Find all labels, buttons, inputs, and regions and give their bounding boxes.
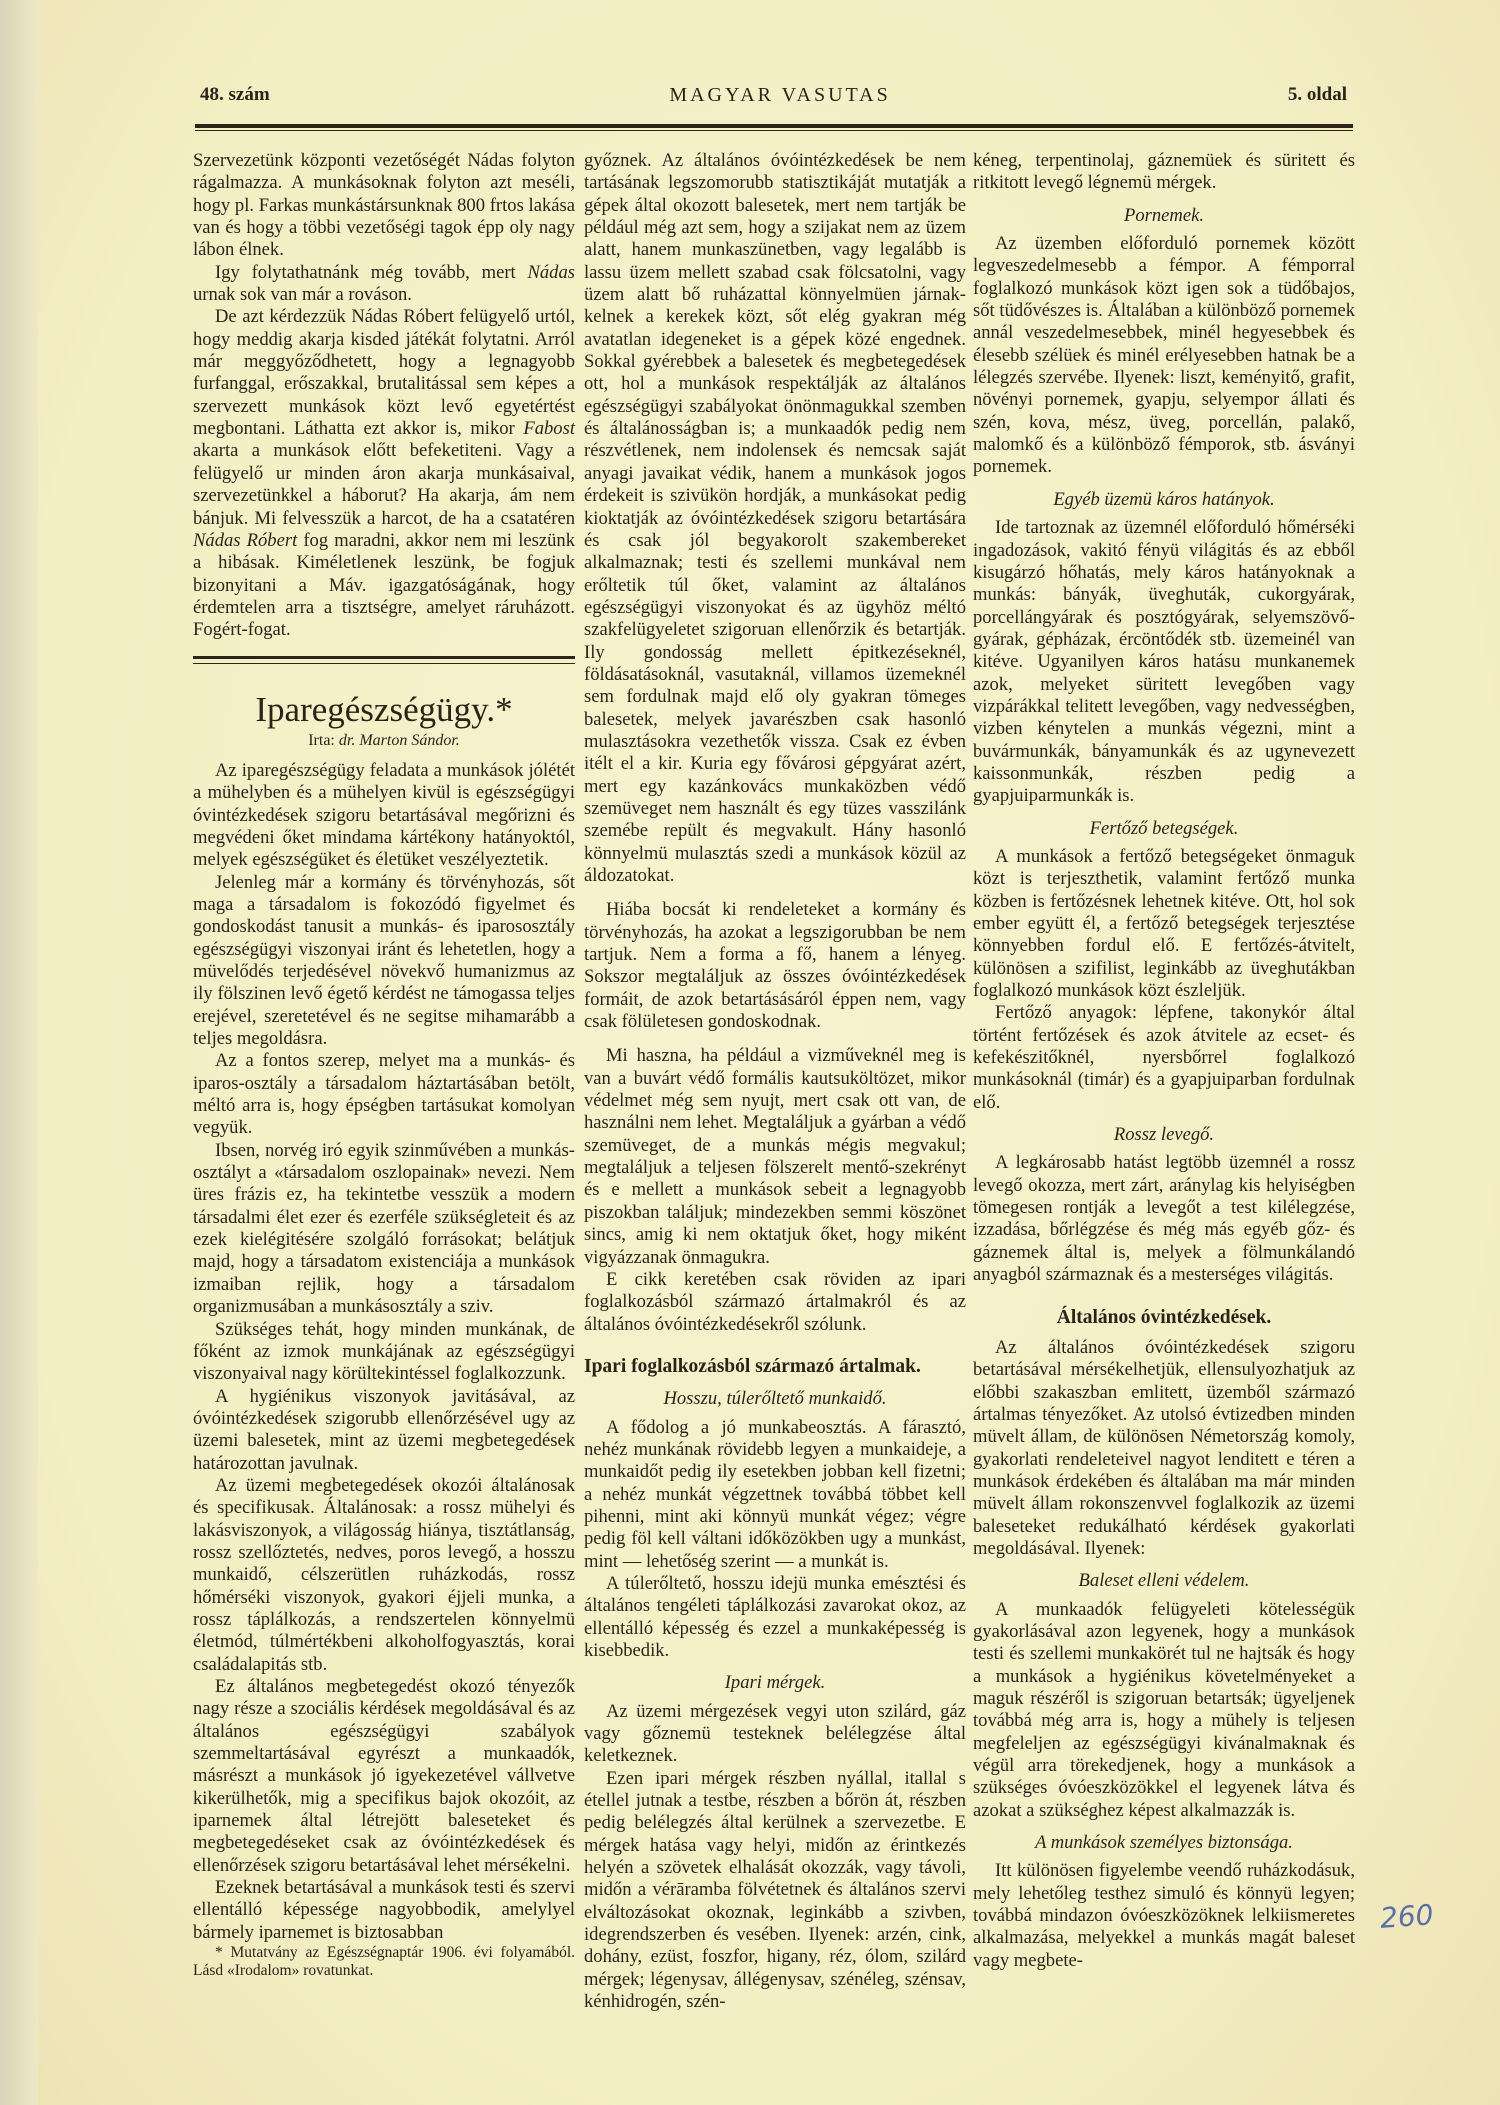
subsection-heading: Fertőző betegségek. — [1089, 817, 1239, 839]
paragraph — [193, 1319, 575, 1386]
text-run: akarta a munkások előtt befeketiteni. Vagy a felügyelő ur minden áron akarja munkásaival, szervezetünkkel a háborut? Ha akarja, ám nem bánjuk. Mi felvesszük a harcot, de ha a csatatéren — [193, 440, 575, 529]
paragraph — [973, 1599, 1355, 1822]
footnote: * Mutatvány az Egészségnaptár 1906. évi folyamából. Lásd «Irodalom» rovatunkat. — [193, 1944, 575, 1980]
byline-author: dr. Marton Sándor. — [338, 731, 460, 749]
text-run: E cikk keretében csak röviden az ipari foglalkozásból származó ártalmakról és az általános óvóintézkedésekről szólunk. — [584, 1268, 966, 1335]
text-run: Ibsen, norvég iró egyik szinművében a munkás-osztályt a «társadalom oszlopainak» nevezi. Nem üres frázis ez, ha tekintetbe vesszük a modern társadalmi élet ezer és ezerféle szükségleteit és az ezek kielégitésére szolgáló forrásokat; belátjuk majd, hogy a társadatom existenciája a munkások izmaiban rejlik, hogy a társadalom organizmusában a munkásosztály a sziv. — [193, 1139, 575, 1318]
article-divider — [193, 656, 575, 664]
text-run: A túlerőltető, hosszu idejü munka emésztési és általános tengéleti táplálkozási zavarokat okoz, az ellentálló képesség és ezzel a munkaképesség is kisebbedik. — [584, 1572, 966, 1661]
paragraph — [584, 1573, 966, 1662]
page-number: 5. oldal — [1287, 84, 1347, 105]
article-byline — [193, 730, 575, 752]
paragraph — [193, 1140, 575, 1319]
text-run: Hiába bocsát ki rendeleteket a kormány és törvényhozás, ha azokat a legszigorubban be nem tartjuk. Nem a forma a fő, hanem a lényeg. Sokszor megtaláljuk az összes óvóintézkedések formáit, de azok betartásásáról éppen nem, vagy csak fölületesen gondoskodnak. — [584, 899, 966, 1033]
text-run: Szükséges tehát, hogy minden munkának, de főként az izmok munkájának az egészségügyi viszonyaival nagy körültekintéssel foglalkozzunk. — [193, 1318, 575, 1385]
text-run: Az üzemben előforduló pornemek között legveszedelmesebb a fémpor. A fémporral foglalkozó munkások közt igen sok a tüdőbajos, sőt tüdővészes is. Általában a különböző pornemek annál veszedelmesebbek, minél hegyesebbek és élesebb szélüek és minél erélyesebben hatnak be a lélegzés szervébe. Ilyenek: liszt, keményitő, grafit, növényi pornemek, gyapju, selyempor állati és szén, kova, mész, üveg, porcellán, palakő, malomkő és a különböző fémporok, stb. ásványi pornemek. — [973, 233, 1355, 478]
header-rule — [195, 124, 1353, 128]
paragraph — [193, 1050, 575, 1139]
text-run: Ez általános megbetegedést okozó tényezők nagy része a szociális kérdések megoldásával és az általános egészségügyi szabályok szemmeltartásával egyrészt a munkaadók, másrészt a munkások jó igyekezetével vállvetve kikerülhetők, mig a specifikus bajok okozóit, az iparnemek által létrejött baleseteket és megbetegedéseket csak az óvóintézkedések és ellenőrzések szigoru betartásával lehet mérsékelni. — [193, 1676, 575, 1876]
article-title: Iparegészségügy.* — [255, 689, 513, 729]
column-3 — [973, 150, 1355, 1972]
text-run: A munkaadók felügyeleti kötelességük gyakorlásával azon legyenek, hogy a munkások testi és szellemi munkakörét tul ne hajtsák és hogy a munkások a hygiénikus követelményeket a maguk részéről is szigoruan betartsák; ügyeljenek továbbá még arra is, hogy a mühely is teljesen megfeleljen az egészségügyi kivánalmaknak és végül arra törekedjenek, hogy a munkások a szükséges óvóeszközökkel el legyenek látva és azokat a szükséghez képest alkalmazzák is. — [973, 1598, 1355, 1821]
paragraph — [973, 150, 1355, 195]
paragraph — [973, 233, 1355, 479]
paragraph — [193, 872, 575, 1051]
text-run: Ezeknek betartásával a munkások testi és szervi ellentálló képessége nagyobbodik, amelylyel bármely iparnemet is biztosabban — [193, 1877, 575, 1943]
handwritten-page-note: 260 — [1378, 1898, 1435, 1935]
text-run: A fődolog a jó munkabeosztás. A fárasztó, nehéz munkának rövidebb legyen a munkaideje, a munkaidőt pedig ily esetekben jobban kell fizetni; a nehéz munkát végzettnek továbbá többet kell pihenni, mint aki könnyü munkát végez; végre pedig föl kell váltani időközökben ugy a munkást, mint — lehetőség szerint — a munkát is. — [584, 1416, 966, 1572]
paragraph — [973, 517, 1355, 807]
text-run: urnak sok van már a rováson. — [193, 284, 412, 306]
paragraph — [973, 1002, 1355, 1114]
text-run: Ezen ipari mérgek részben nyállal, itallal s étellel jutnak a testbe, részben a bőrön át, részben pedig belélegzés által kerülnek a szervezetbe. E mérgek hatása vagy helyi, midőn az érintkezés helyén a szövetek elhalását okozzák, vagy távoli, midőn a vérāramba fölvétetnek és általános szervi elváltozásokat okoznak, leginkább a szivben, idegrendszerben és vesében. Ilyenek: arzén, cink, dohány, ezüst, foszfor, higany, réz, ólom, szilárd mérgek; légenysav, állégenysav, szénéleg, szénsav, kénhidrogén, szén- — [584, 1767, 966, 2013]
text-run: Fertőző anyagok: lépfene, takonykór által történt fertőzések és azok átvitele az ecset- és kefekészitőknél, nyersbőrrel foglalkozó munkásoknál (timár) és a gyapjuiparban fordulnak elő. — [973, 1002, 1355, 1113]
italic-name: Nádas Róbert — [193, 529, 298, 551]
text-run: A munkások a fertőző betegségeket önmaguk közt is terjeszthetik, valamint fertőző munka közben is fertőzésnek lehetnek kitéve. Ott, hol sok ember együtt él, a fertőző betegségek terjesztése könnyebben fordul elő. E fertőzés-átvitelt, különösen a szifilist, leginkább az üveghutákban foglalkozó munkások közt észleljük. — [973, 845, 1355, 1002]
paragraph — [193, 1386, 575, 1475]
italic-name: Fabost — [523, 418, 575, 440]
text-run: Az iparegészségügy feladata a munkások jólétét a mühelyben és a mühelyen kivül is egészségügyi óvintézkedések szigoru betartásával megőrizni és megvédeni őket mindama kártékony hatányoktól, melyek egészségüket és életüket veszélyeztetik. — [193, 759, 575, 871]
text-run: A hygiénikus viszonyok javitásával, az óvóintézkedések szigorubb ellenőrzésével ugy az üzemi balesetek, mint az üzemi megbetegedések határozottan javulnak. — [193, 1385, 575, 1474]
text-run: kéneg, terpentinolaj, gáznemüek és süritett és ritkitott levegő légnemü mérgek. — [973, 150, 1355, 194]
column-1 — [193, 150, 575, 1980]
text-run: Az üzemi mérgezések vegyi uton szilárd, gáz vagy gőznemü testeknek belélegzése által keletkeznek. — [584, 1700, 966, 1767]
text-run: Az általános óvóintézkedések szigoru betartásával mérsékelhetjük, ellensulyozhatjuk az előbbi szakaszban emlitett, üzemből származó ártalmas tényezőket. Az utolsó évtizedben minden müvelt állam, de különösen Németország komoly, gyakorlati rendeleteivel nagyot lenditett e téren a munkások érdekében és általában ma már minden müvelt állam rokonszenvvel foglalkozik az üzemi baleseteket redukálható kérdések gyakorlati megoldásával. Ilyenek: — [973, 1336, 1355, 1559]
issue-number: 48. szám — [200, 84, 270, 105]
paragraph — [193, 1676, 575, 1877]
paragraph — [584, 1701, 966, 1768]
section-heading: Ipari foglalkozásból származó ártalmak. — [584, 1355, 921, 1377]
paragraph — [193, 262, 575, 307]
text-run: győznek. Az általános óvóintézkedések be nem tartásának legszomorubb statisztikáját mutatják a gépek által okozott balesetek, mert nem tartják be például még azt sem, hogy a szijakat nem az üzem alatt, hanem munkaszünetben, vagy legalább is lassu üzem mellett szabad csak fölcsatolni, vagy üzem alatt bő ruházattal könnyelmüen járnak-kelnek a kerekek közt, sőt elég gyakran még avatatlan idegeneket is a gépek közé engednek. Sokkal gyérebbek a balesetek és megbetegedések ott, hol a munkások respektálják az általános egészségügyi szabályokat önönmagukkal szemben és általánosságban is; a munkaadók pedig nem részvétlenek, nem indolensek és nemcsak saját anyagi javaikat védik, hanem a munkások jogos érdekeit is szivükön hordják, a munkásokat pedig kioktatják az óvóintézkedések szigoru betartására és csak jól begyakorolt szakembereket alkalmaznak; testi és szellemi munkával nem erőltetik túl őket, valamint az általános egészségügyi viszonyokat és az ügyhöz méltó szakfelügyeletet szigoruan ellenőrzik és betartják. Ily gondosság mellett épitkezéseknél, földásatásoknál, vasutaknál, villamos üzemeknél sem fordulnak majd elő oly gyakran tömeges balesetek, melyek javarészben csak hasonló mulasztásokra vezethetők vissza. Csak ez évben itélt el a kir. Kuria egy fővárosi gépgyárat azért, mert egy kazánkovács munkaközben védő szemüveget nem használt és egy tüzes vasszilánk szemébe repült és megvakult. Hány hasonló könnyelmü mulasztás szedi a munkások közül az áldozatokat. — [584, 150, 966, 886]
paragraph — [584, 150, 966, 887]
text-run: A legkárosabb hatást legtöbb üzemnél a rossz levegő okozza, mert zárt, aránylag kis helyiségben tömegesen rontják a levegőt a test kilélegzése, izzadása, bőrlégzése és még más egyéb gőz- és gáznemek által is, melyek a fölmunkálandó anyagból származnak és a mesterséges világitás. — [973, 1152, 1355, 1286]
paragraph — [193, 760, 575, 872]
text-run: Igy folytathatnánk még tovább, mert — [215, 261, 528, 283]
header-rule-thin — [195, 130, 1353, 131]
paragraph — [584, 1417, 966, 1573]
paragraph — [193, 306, 575, 641]
paragraph — [973, 1152, 1355, 1286]
text-run: Mi haszna, ha például a vizműveknél meg is van a buvárt védő formális kautsuköltözet, mikor védelmet még sem nyujt, mert csak ott van, de használni nem lehet. Megtaláljuk a gyárban a védő szemüveget, de a munkás mégis megvakul; megtaláljuk a teljesen fölszerelt mentő-szekrényt és e mellett a munkások sebeit a legnagyobb piszokban találjuk; mindezekben semmi köszönet sincs, amig ki nem oktatjuk őket, hogy miként vigyázzanak önmagukra. — [584, 1045, 966, 1268]
text-run: Jelenleg már a kormány és törvényhozás, sőt maga a társadalom is fokozódó figyelmet és gondoskodást tanusit a munkás- és iparososztály egészségügyi viszonyai iránt és lehetetlen, hogy a müvelődés terjedésével növekvő humanizmus az ily fölszinen levő égető kérdést ne támogassa teljes erejével, szeretetével és ne segitse mihamarább a teljes megoldásra. — [193, 871, 575, 1050]
paragraph — [193, 1877, 575, 1944]
byline-label: Irta: — [308, 731, 339, 749]
paragraph — [193, 150, 575, 262]
text-run: Az üzemi megbetegedések okozói általánosak és specifikusak. Általánosak: a rossz mühelyi és lakásviszonyok, a világosság hiánya, tisztátlanság, rossz szellőztetés, nedves, poros levegő, a hosszu munkaidő, célszerütlen ruházkodás, rossz hőmérséki viszonyok, gyakori éjjeli munka, a rossz táplálkozás, a rendszertelen könnyelmü életmód, túlmértékbeni alkoholfogyasztás, korai családalapitás stb. — [193, 1474, 575, 1675]
paragraph — [584, 1045, 966, 1268]
text-run: Ide tartoznak az üzemnél előforduló hőmérséki ingadozások, vakitó fényü világitás és az ebből kisugárzó hőhatás, mely káros hatányoknak a munkás: bányák, üveghuták, cukorgyárak, porcellángyárak és posztógyárak, selyemszövő-gyárak, gépházak, ércöntődék stb. üzemeinél van kitéve. Ugyanilyen káros hatásu munkanemek azok, melyeket süritett levegőben vagy vizpárákkal telitett levegőben, vagy nedvességben, vizben kénytelen a munkás végezni, mint a buvármunkák, bányamunkák és az ugynevezett kaissonmunkák, részben pedig a gyapjuiparmunkák is. — [973, 517, 1355, 807]
text-run: De azt kérdezzük Nádas Róbert felügyelő urtól, hogy meddig akarja kisded játékát folytatni. Arról már meggyőződhetett, hogy a legnagyobb furfanggal, erőszakkal, brutalitással sem képes a szervezett munkások közt levő egyetértést megbontani. Láthatta ezt akkor is, mikor — [193, 306, 575, 440]
scan-edge — [0, 0, 38, 2105]
paragraph — [973, 1337, 1355, 1560]
italic-name: Nádas — [527, 261, 575, 283]
paragraph — [584, 1768, 966, 2014]
subsection-heading: Rossz levegő. — [1113, 1124, 1215, 1146]
column-2 — [584, 150, 966, 2014]
text-run: fog maradni, akkor nem mi leszünk a hibásak. Kiméletlenek leszünk, be fogjuk bizonyitani a Máv. igazgatóságának, hogy érdemtelen arra a tisztségre, amelyet ráruházott. Fogért-fogat. — [193, 529, 575, 641]
subsection-heading: Pornemek. — [1123, 204, 1205, 226]
text-run: Az a fontos szerep, melyet ma a munkás- és iparos-osztály a társadalom háztartásában betölt, méltó arra is, hogy épségben tartásukat komolyan vegyük. — [193, 1050, 575, 1139]
paragraph — [584, 899, 966, 1033]
paragraph — [973, 846, 1355, 1002]
text-run: Itt különösen figyelembe veendő ruházkodásuk, mely lehetőleg testhez simuló és könnyü legyen; továbbá mindazon óvóeszközöknek lelkiismeretes alkalmazása, melyekkel a munkás magát baleset vagy megbete- — [973, 1860, 1355, 1971]
subsection-heading: A munkások személyes biztonsága. — [1035, 1832, 1293, 1854]
subsection-heading: Baleset elleni védelem. — [1078, 1570, 1250, 1592]
text-run: Szervezetünk központi vezetőségét Nádas folyton rágalmazza. A munkásoknak folyton azt meséli, hogy pl. Farkas munkástársunknak 800 frtos lakása van és hogy a többi vezetőségi tagok épp oly nagy lábon élnek. — [193, 150, 575, 261]
subsection-heading: Hosszu, túlerőltető munkaidő. — [663, 1388, 887, 1410]
paragraph — [584, 1269, 966, 1336]
paragraph — [973, 1860, 1355, 1972]
paragraph — [193, 1475, 575, 1676]
subsection-heading: Egyéb üzemü káros hatányok. — [1053, 488, 1275, 510]
section-heading: Általános óvintézkedések. — [1056, 1306, 1272, 1328]
newspaper-title: MAGYAR VASUTAS — [669, 84, 891, 106]
subsection-heading: Ipari mérgek. — [724, 1672, 826, 1694]
